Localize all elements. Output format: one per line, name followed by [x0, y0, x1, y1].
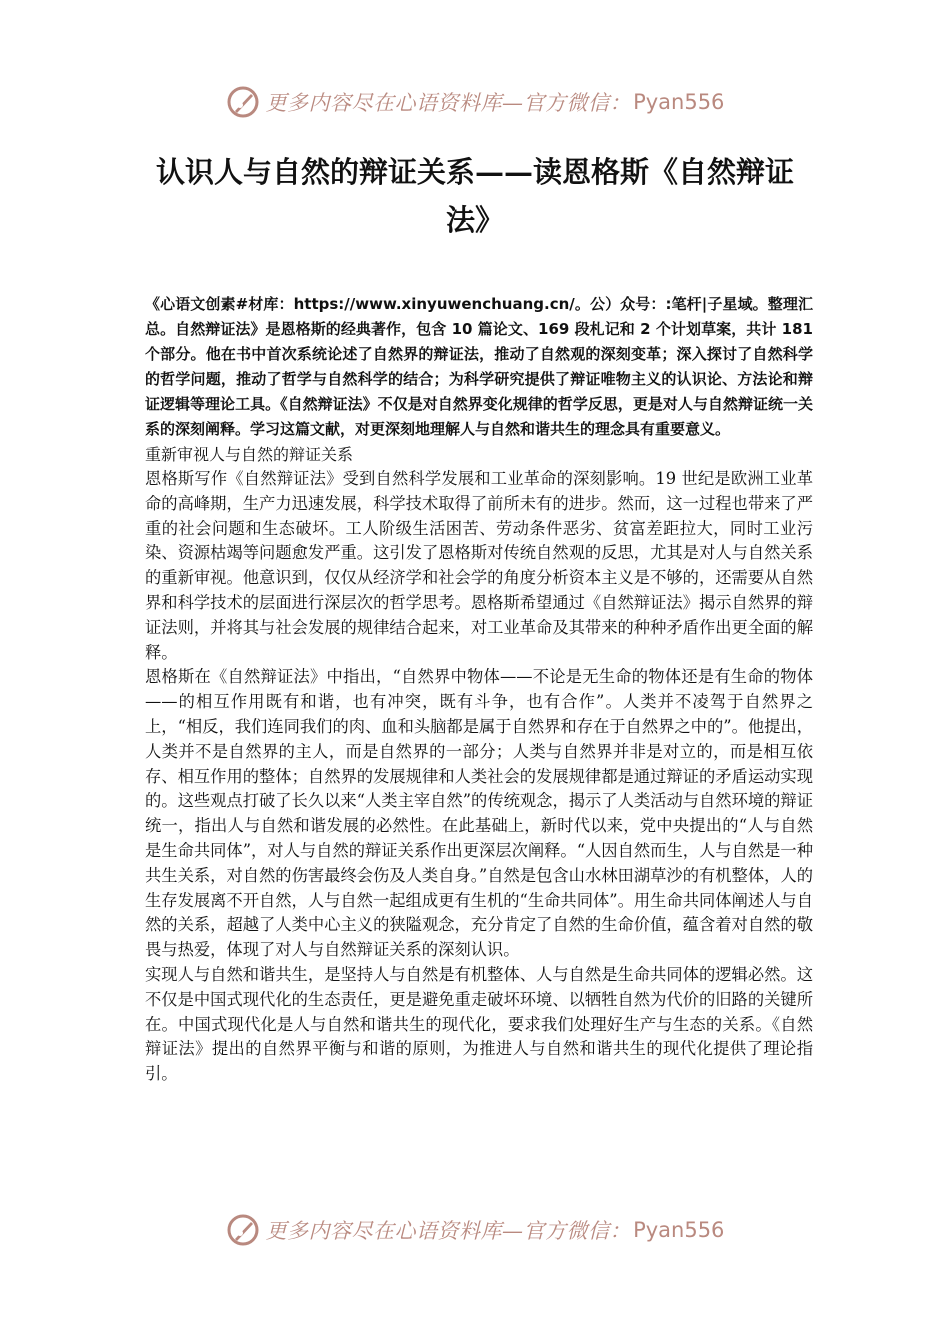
header-banner — [0, 82, 950, 122]
body-paragraph-1: 恩格斯写作《自然辩证法》受到自然科学发展和工业革命的深刻影响。19 世纪是欧洲工业革命的高峰期，生产力迅速发展，科学技术取得了前所未有的进步。然而，这一过程也带来了严重的社会问题和生态破坏。工人阶级生活困苦、劳动条件恶劣、贫富差距拉大，同时工业污染、资源枯竭等问题愈发严重。这引发了恩格斯对传统自然观的反思，尤其是对人与自然关系的重新审视。他意识到，仅仅从经济学和社会学的角度分析资本主义是不够的，还需要从自然界和科学技术的层面进行深层次的哲学思考。恩格斯希望通过《自然辩证法》揭示自然界的辩证法则，并将其与社会发展的规律结合起来，对工业革命及其带来的种种矛盾作出更全面的解释。 — [145, 469, 813, 662]
document-body — [145, 292, 813, 1087]
banner-text: 更多内容尽在心语资料库—官方微信： — [265, 91, 632, 115]
pen-logo-icon — [226, 1213, 260, 1247]
banner-text: 更多内容尽在心语资料库—官方微信： — [265, 1219, 632, 1243]
footer-banner — [0, 1210, 950, 1250]
wechat-id: Pyan556 — [633, 1218, 725, 1242]
body-paragraph-3: 实现人与自然和谐共生，是坚持人与自然是有机整体、人与自然是生命共同体的逻辑必然。这不仅是中国式现代化的生态责任，更是避免重走破坏环境、以牺牲自然为代价的旧路的关键所在。中国式现代化是人与自然和谐共生的现代化，要求我们处理好生产与生态的关系。《自然辩证法》提出的自然界平衡与和谐的原则，为推进人与自然和谐共生的现代化提供了理论指引。 — [145, 964, 813, 1084]
wechat-id: Pyan556 — [633, 90, 725, 114]
document-title: 认识人与自然的辩证关系——读恩格斯《自然辩证法》 — [155, 155, 794, 237]
intro-paragraph: 《心语文创素#材库：https://www.xinyuwenchuang.cn/。公）众号：:笔杆|子星域。整理汇总。自然辩证法》是恩格斯的经典著作，包含 10 篇论文、169 段札记和 2 个计划草案，共计 181 个部分。他在书中首次系统论述了自然界的辩证法，推动了自然观的深刻变革；深入探讨了自然科学的哲学问题，推动了哲学与自然科学的结合；为科学研究提供了辩证唯物主义的认识论、方法论和辩证逻辑等理论工具。《自然辩证法》不仅是对自然界变化规律的哲学反思，更是对人与自然辩证统一关系的深刻阐释。学习这篇文献，对更深刻地理解人与自然和谐共生的理念具有重要意义。 — [145, 295, 813, 438]
body-paragraph-2: 恩格斯在《自然辩证法》中指出，“自然界中物体——不论是无生命的物体还是有生命的物体——的相互作用既有和谐，也有冲突，既有斗争，也有合作”。人类并不凌驾于自然界之上，“相反，我们连同我们的肉、血和头脑都是属于自然界和存在于自然界之中的”。他提出，人类并不是自然界的主人，而是自然界的一部分；人类与自然界并非是对立的，而是相互依存、相互作用的整体；自然界的发展规律和人类社会的发展规律都是通过辩证的矛盾运动实现的。这些观点打破了长久以来“人类主宰自然”的传统观念，揭示了人类活动与自然环境的辩证统一，指出人与自然和谐发展的必然性。在此基础上，新时代以来，党中央提出的“人与自然是生命共同体”，对人与自然的辩证关系作出更深层次阐释。“人因自然而生，人与自然是一种共生关系，对自然的伤害最终会伤及人类自身。”自然是包含山水林田湖草沙的有机整体，人的生存发展离不开自然，人与自然一起组成更有生机的“生命共同体”。用生命共同体阐述人与自然的关系，超越了人类中心主义的狭隘观念，充分肯定了自然的生命价值，蕴含着对自然的敬畏与热爱，体现了对人与自然辩证关系的深刻认识。 — [145, 667, 813, 960]
section-heading: 重新审视人与自然的辩证关系 — [145, 445, 354, 464]
pen-logo-icon — [226, 85, 260, 119]
